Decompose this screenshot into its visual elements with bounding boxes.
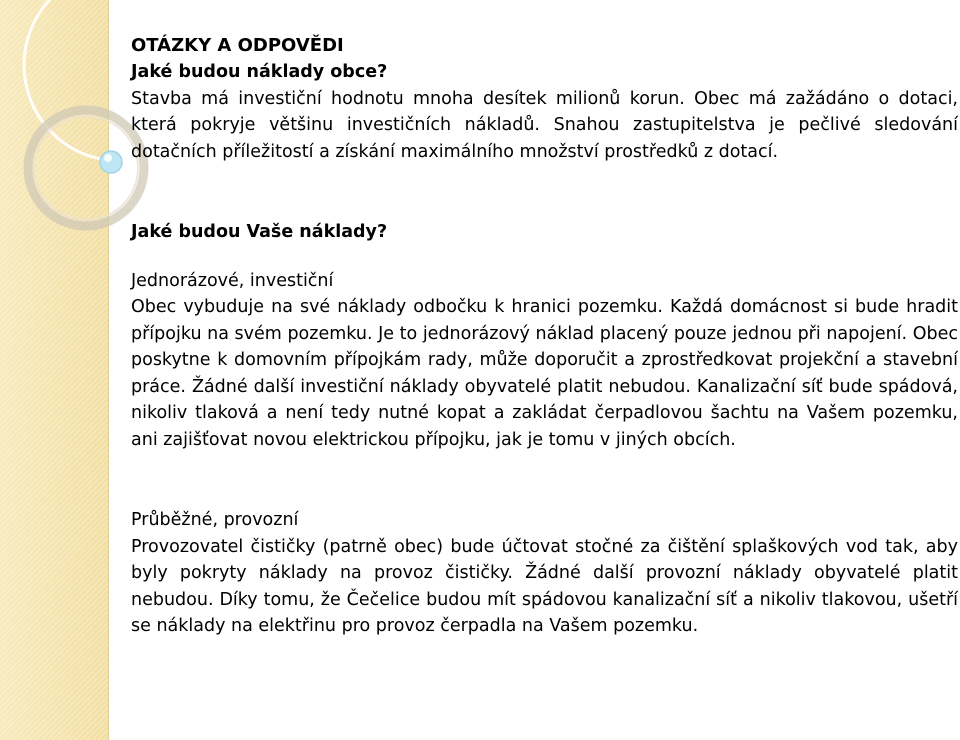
- one-time-costs-text: Obec vybuduje na své náklady odbočku k hranici pozemku. Každá domácnost si bude hradit přípojku na svém pozemku. Je to jednorázový náklad placený pouze jednou při napojení. Obec poskytne k domovním přípojkám rady, může doporučit a zprostředkovat projekční a stavební práce. Žádné další investiční náklady obyvatelé platit nebudou. Kanalizační síť bude spádová, nikoliv tlaková a není tedy nutné kopat a zakládat čerpadlovou šachtu na Vašem pozemku, ani zajišťovat novou elektrickou přípojku, jak je tomu v jiných obcích.: [131, 297, 958, 450]
- ongoing-costs-label: Průběžné, provozní: [131, 510, 299, 530]
- answer-municipality-costs: Stavba má investiční hodnotu mnoha desítek milionů korun. Obec má zažádáno o dotaci, která pokryje většinu investičních nákladů. Snahou zastupitelstva je pečlivé sledování dotačních příležitostí a získání maximálního množství prostředků z dotací.: [131, 88, 958, 162]
- ongoing-costs-text: Provozovatel čističky (patrně obec) bude účtovat stočné za čištění splaškových vod tak, aby byly pokryty náklady na provoz čističky. Žádné další provozní náklady obyvatelé platit nebudou. Díky tomu, že Čečelice budou mít spádovou kanalizační síť a nikoliv tlakovou, ušetří se náklady na elektřinu pro provoz čerpadla na Vašem pozemku.: [131, 536, 958, 636]
- slide-content: [131, 33, 958, 640]
- question-municipality-costs: Jaké budou náklady obce?: [131, 62, 388, 82]
- page-title: OTÁZKY A ODPOVĚDI: [131, 35, 344, 56]
- question-your-costs: Jaké budou Vaše náklady?: [131, 222, 388, 242]
- spacer: [131, 246, 958, 268]
- one-time-costs-label: Jednorázové, investiční: [131, 270, 334, 291]
- spacer: [131, 165, 958, 219]
- decorative-side-band: [0, 0, 109, 740]
- spacer: [131, 453, 958, 507]
